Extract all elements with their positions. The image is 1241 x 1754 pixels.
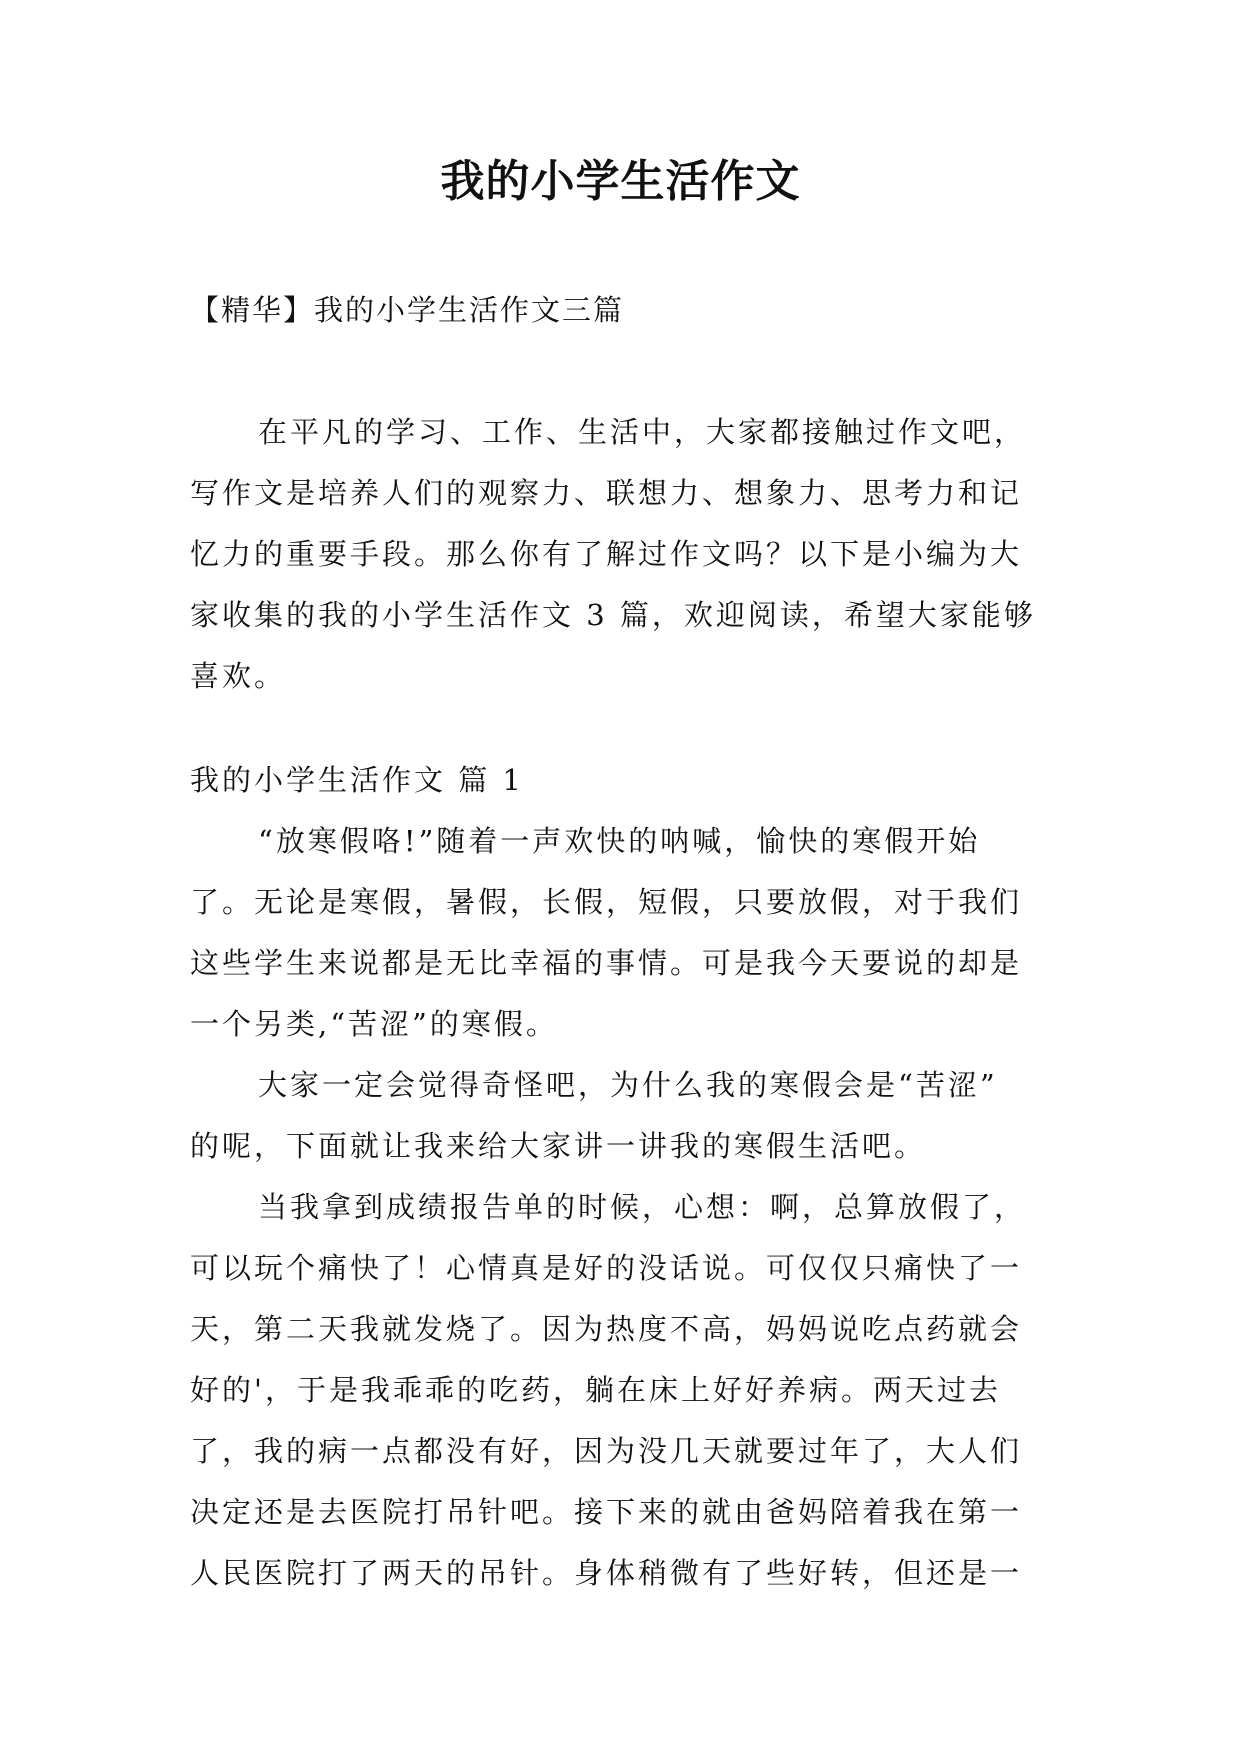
paragraph-line: “放寒假咯!”随着一声欢快的呐喊，愉快的寒假开始 — [258, 824, 981, 858]
paragraph-line: 在平凡的学习、工作、生活中，大家都接触过作文吧， — [258, 415, 1027, 449]
paragraph-line: 家收集的我的小学生活作文 3 篇，欢迎阅读，希望大家能够 — [190, 598, 1036, 632]
paragraph-line: 大家一定会觉得奇怪吧，为什么我的寒假会是“苦涩” — [258, 1068, 998, 1102]
document-subtitle: 【精华】我的小学生活作文三篇 — [190, 293, 625, 327]
paragraph-line: 当我拿到成绩报告单的时候，心想：啊，总算放假了， — [258, 1190, 1027, 1224]
document-title: 我的小学生活作文 — [440, 156, 801, 207]
intro-paragraph — [190, 402, 1070, 707]
essay-section — [190, 750, 1070, 1604]
paragraph-line: 喜欢。 — [190, 659, 287, 693]
paragraph-line: 好的'，于是我乖乖的吃药，躺在床上好好养病。两天过去 — [190, 1373, 1001, 1407]
paragraph-line: 可以玩个痛快了！心情真是好的没话说。可仅仅只痛快了一 — [190, 1251, 1023, 1285]
section-heading: 我的小学生活作文 篇 1 — [190, 763, 524, 797]
paragraph-line: 忆力的重要手段。那么你有了解过作文吗？以下是小编为大 — [190, 537, 1023, 571]
paragraph-line: 天，第二天我就发烧了。因为热度不高，妈妈说吃点药就会 — [190, 1312, 1023, 1346]
paragraph-line: 的呢，下面就让我来给大家讲一讲我的寒假生活吧。 — [190, 1129, 927, 1163]
paragraph-line: 人民医院打了两天的吊针。身体稍微有了些好转，但还是一 — [190, 1556, 1023, 1590]
paragraph-line: 了。无论是寒假，暑假，长假，短假，只要放假，对于我们 — [190, 885, 1023, 919]
paragraph-line: 写作文是培养人们的观察力、联想力、想象力、思考力和记 — [190, 476, 1023, 510]
paragraph-line: 了，我的病一点都没有好，因为没几天就要过年了，大人们 — [190, 1434, 1023, 1468]
paragraph-line: 一个另类,“苦涩”的寒假。 — [190, 1007, 558, 1041]
paragraph-line: 这些学生来说都是无比幸福的事情。可是我今天要说的却是 — [190, 946, 1023, 980]
paragraph-line: 决定还是去医院打吊针吧。接下来的就由爸妈陪着我在第一 — [190, 1495, 1023, 1529]
